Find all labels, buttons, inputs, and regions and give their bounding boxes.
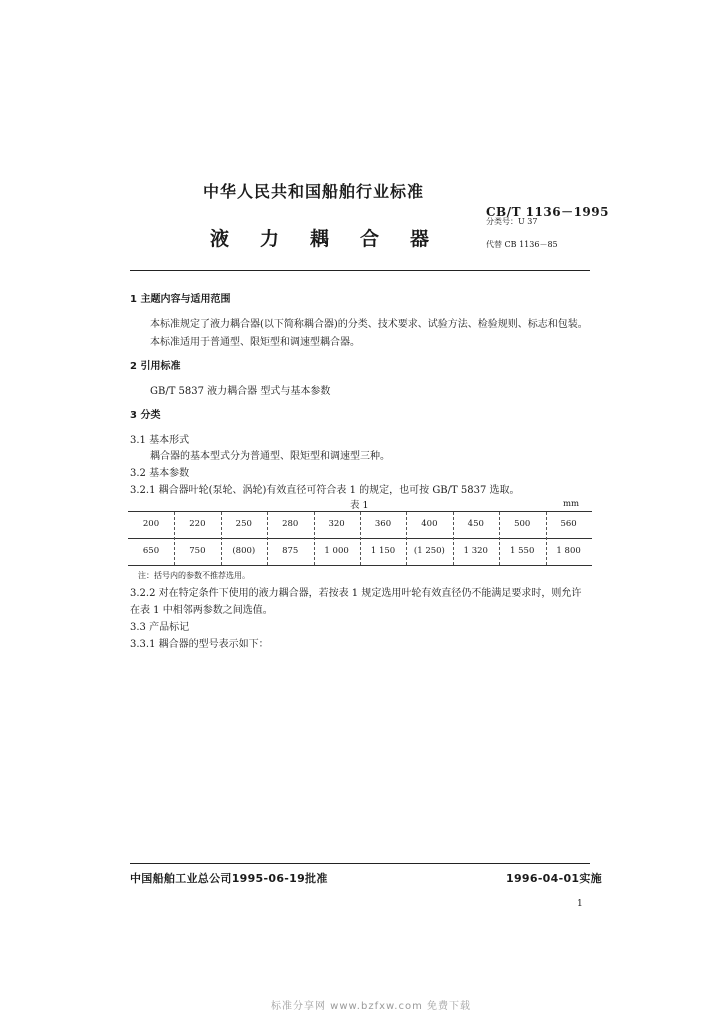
table-cell: 200 (142, 519, 160, 529)
section-3-3-heading: 3.3 产品标记 (130, 622, 190, 633)
section-3-2-1-paragraph: 3.2.1 耦合器叶轮(泵轮、涡轮)有效直径可符合表 1 的规定，也可按 GB/T 5837 选取。 (130, 485, 520, 496)
header-rule (130, 270, 590, 271)
section-3-heading: 3 分类 (130, 410, 161, 421)
section-3-1-heading: 3.1 基本形式 (130, 435, 190, 446)
table-note: 注：括号内的参数不推荐选用。 (138, 571, 250, 580)
table-column-separator (546, 512, 547, 565)
section-2-heading: 2 引用标准 (130, 361, 181, 372)
table-cell: 750 (189, 546, 206, 556)
table-column-separator (406, 512, 407, 565)
table-column-separator (453, 512, 454, 565)
section-1-paragraph-1: 本标准规定了液力耦合器(以下简称耦合器)的分类、技术要求、试验方法、检验规则、标志和包装。 (150, 319, 588, 330)
table-column-separator (267, 512, 268, 565)
table-cell: 1 150 (370, 546, 396, 556)
section-3-2-2-line-2: 在表 1 中相邻两参数之间选值。 (130, 605, 273, 616)
table-bottom-border (128, 565, 592, 566)
section-3-1-paragraph: 耦合器的基本型式分为普通型、限矩型和调速型三种。 (150, 451, 390, 462)
section-3-2-2-line-1: 3.2.2 对在特定条件下使用的液力耦合器，若按表 1 规定选用叶轮有效直径仍不能满足要求时，则允许 (130, 588, 582, 599)
table-cell: 1 000 (324, 546, 349, 556)
table-label: 表 1 (350, 500, 369, 511)
classification-number: 分类号：U 37 (486, 217, 538, 226)
section-2-reference: GB/T 5837 液力耦合器 型式与基本参数 (150, 386, 331, 397)
table-cell: 500 (514, 519, 531, 529)
table-column-separator (499, 512, 500, 565)
table-cell: 220 (189, 519, 206, 529)
table-cell: 560 (560, 519, 577, 529)
table-cell: 1 320 (463, 546, 488, 556)
table-cell: (800) (232, 546, 256, 556)
table-unit: mm (563, 499, 580, 509)
table-cell: 1 800 (556, 546, 581, 556)
table-column-separator (221, 512, 222, 565)
standard-number: CB/T 1136－1995 (486, 205, 609, 219)
section-3-3-1-paragraph: 3.3.1 耦合器的型号表示如下： (130, 639, 269, 650)
table-column-separator (174, 512, 175, 565)
approval-line: 中国船舶工业总公司1995-06-19批准 (130, 872, 328, 885)
table-cell: 450 (467, 519, 484, 529)
table-cell: 1 550 (510, 546, 535, 556)
table-cell: 320 (328, 519, 345, 529)
section-1-paragraph-2: 本标准适用于普通型、限矩型和调速型耦合器。 (150, 337, 360, 348)
header-org-title: 中华人民共和国船舶行业标准 (203, 182, 425, 201)
table-column-separator (314, 512, 315, 565)
footer-rule (130, 863, 590, 864)
table-cell: (1 250) (413, 546, 445, 556)
section-3-2-heading: 3.2 基本参数 (130, 468, 190, 479)
section-1-heading: 1 主题内容与适用范围 (130, 294, 231, 305)
table-cell: 360 (374, 519, 392, 529)
replaces-standard: 代替 CB 1136－85 (486, 240, 558, 249)
implementation-date: 1996-04-01实施 (506, 872, 602, 885)
table-cell: 400 (421, 519, 438, 529)
table-cell: 875 (282, 546, 299, 556)
table-cell: 650 (142, 546, 160, 556)
document-title: 液力耦合器 (210, 228, 461, 250)
page-number: 1 (577, 899, 583, 909)
table-column-separator (360, 512, 361, 565)
table-cell: 280 (282, 519, 299, 529)
table-cell: 250 (235, 519, 252, 529)
site-watermark: 标准分享网 www.bzfxw.com 免费下载 (271, 1001, 471, 1012)
